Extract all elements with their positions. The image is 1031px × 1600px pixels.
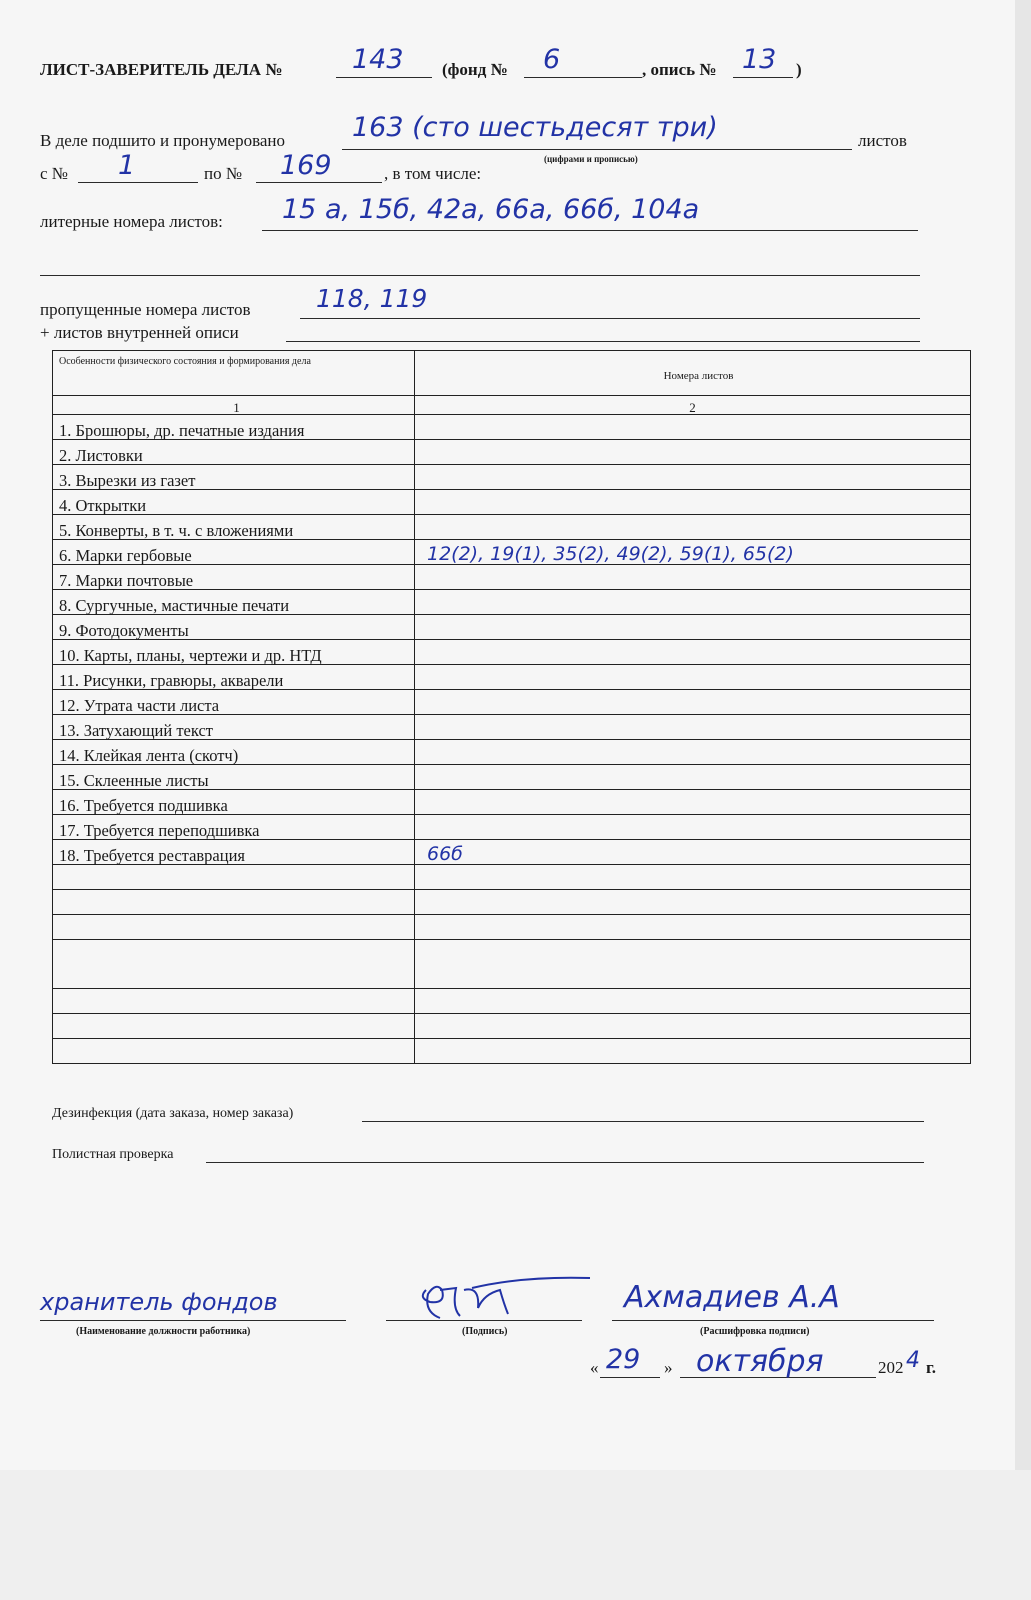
- row-label: 6. Марки гербовые: [53, 540, 415, 565]
- table-row: [53, 590, 971, 615]
- fond-number-value: 6: [543, 44, 561, 75]
- count-label: В деле подшито и пронумеровано: [40, 131, 286, 150]
- year-prefix: 202: [878, 1358, 904, 1377]
- year-suffix: 4: [906, 1348, 920, 1373]
- paper-edge: [1015, 0, 1031, 1470]
- letter-sheets-line: [262, 230, 918, 231]
- row-value: [415, 790, 971, 815]
- row-label: 3. Вырезки из газет: [53, 465, 415, 490]
- count-hint: (цифрами и прописью): [544, 154, 638, 164]
- missing-sheets-value: 118, 119: [316, 284, 428, 313]
- table-row: [53, 665, 971, 690]
- row-label: 12. Утрата части листа: [53, 690, 415, 715]
- table-empty-row: [53, 865, 971, 890]
- count-value: 163 (сто шестьдесят три): [352, 112, 718, 143]
- table-row: [53, 765, 971, 790]
- table-empty-row: [53, 890, 971, 915]
- to-line: [256, 182, 382, 183]
- row-value: [415, 565, 971, 590]
- date-close-quote: »: [664, 1358, 673, 1377]
- fond-label: (фонд №: [442, 60, 508, 79]
- table-row: [53, 515, 971, 540]
- row-value: [415, 665, 971, 690]
- table-row: [53, 740, 971, 765]
- name-hint: (Расшифровка подписи): [700, 1326, 810, 1337]
- opis-number-value: 13: [742, 44, 777, 75]
- month-value: октября: [696, 1344, 824, 1379]
- inner-inventory-label: + листов внутренней описи: [40, 323, 239, 342]
- row-label: 8. Сургучные, мастичные печати: [53, 590, 415, 615]
- inner-inventory-line: [286, 341, 920, 342]
- name-value: Ахмадиев А.А: [624, 1280, 840, 1315]
- row-label: 15. Склеенные листы: [53, 765, 415, 790]
- table-row: [53, 690, 971, 715]
- sign-line: [386, 1320, 582, 1321]
- table-row: [53, 790, 971, 815]
- from-line: [78, 182, 198, 183]
- missing-sheets-label: пропущенные номера листов: [40, 300, 251, 319]
- case-number-line: [336, 77, 432, 78]
- col1-header: Особенности физического состояния и формирования дела: [53, 351, 415, 396]
- row-label: 13. Затухающий текст: [53, 715, 415, 740]
- disinfection-line: [362, 1121, 924, 1122]
- row-label: 1. Брошюры, др. печатные издания: [53, 415, 415, 440]
- opis-number-line: [733, 77, 793, 78]
- table-row: [53, 565, 971, 590]
- sheet-check-line: [206, 1162, 924, 1163]
- missing-sheets-line: [300, 318, 920, 319]
- background-surface: [0, 1470, 1031, 1600]
- letter-sheets-value: 15 а, 15б, 42а, 66а, 66б, 104а: [282, 194, 700, 225]
- row-label: 9. Фотодокументы: [53, 615, 415, 640]
- row-label: 11. Рисунки, гравюры, акварели: [53, 665, 415, 690]
- to-label: по №: [204, 164, 243, 183]
- row-value: [415, 490, 971, 515]
- row-label: 18. Требуется реставрация: [53, 840, 415, 865]
- header-close-paren: ): [796, 60, 802, 79]
- col2-number: 2: [415, 396, 971, 415]
- row-label: 4. Открытки: [53, 490, 415, 515]
- year-tail: г.: [926, 1358, 937, 1377]
- row-value: [415, 440, 971, 465]
- day-line: [600, 1377, 660, 1378]
- row-value: [415, 765, 971, 790]
- sign-hint: (Подпись): [462, 1326, 508, 1337]
- name-line: [612, 1320, 934, 1321]
- table-empty-row: [53, 1039, 971, 1064]
- opis-label: , опись №: [642, 60, 717, 79]
- table-empty-row: [53, 1014, 971, 1039]
- table-number-row: [53, 396, 971, 415]
- table-empty-row: [53, 940, 971, 989]
- position-line: [40, 1320, 346, 1321]
- row-value: 12(2), 19(1), 35(2), 49(2), 59(1), 65(2): [415, 540, 971, 565]
- table-row: [53, 440, 971, 465]
- table-header-row: [53, 351, 971, 396]
- from-value: 1: [118, 150, 136, 181]
- row-value: [415, 615, 971, 640]
- including-label: , в том числе:: [384, 164, 482, 183]
- sheet-check-label: Полистная проверка: [52, 1147, 174, 1162]
- letter-sheets-line-2: [40, 275, 920, 276]
- row-value: [415, 415, 971, 440]
- row-label: 17. Требуется переподшивка: [53, 815, 415, 840]
- row-label: 2. Листовки: [53, 440, 415, 465]
- to-value: 169: [280, 150, 332, 181]
- handwritten-signature: [412, 1268, 592, 1332]
- row-value: [415, 740, 971, 765]
- row-label: 16. Требуется подшивка: [53, 790, 415, 815]
- day-value: 29: [606, 1344, 641, 1375]
- count-line: [342, 149, 852, 150]
- row-value: [415, 640, 971, 665]
- form-title: ЛИСТ-ЗАВЕРИТЕЛЬ ДЕЛА №: [40, 60, 283, 79]
- row-label: 14. Клейкая лента (скотч): [53, 740, 415, 765]
- count-unit: листов: [858, 131, 907, 150]
- col2-header: Номера листов: [415, 351, 971, 396]
- table-row: [53, 465, 971, 490]
- table-row: [53, 490, 971, 515]
- table-row: [53, 715, 971, 740]
- table-empty-row: [53, 915, 971, 940]
- row-value: [415, 715, 971, 740]
- physical-state-table: [52, 350, 971, 1064]
- row-value: [415, 465, 971, 490]
- row-value: 66б: [415, 840, 971, 865]
- date-open-quote: «: [590, 1358, 599, 1377]
- table-row: [53, 415, 971, 440]
- row-value: [415, 515, 971, 540]
- letter-sheets-label: литерные номера листов:: [40, 212, 223, 231]
- table-row: [53, 615, 971, 640]
- table-empty-row: [53, 989, 971, 1014]
- row-label: 10. Карты, планы, чертежи и др. НТД: [53, 640, 415, 665]
- table-row: [53, 640, 971, 665]
- table-row: [53, 540, 971, 565]
- table-row: [53, 840, 971, 865]
- disinfection-label: Дезинфекция (дата заказа, номер заказа): [52, 1106, 294, 1121]
- from-label: с №: [40, 164, 69, 183]
- table-row: [53, 815, 971, 840]
- row-value: [415, 815, 971, 840]
- case-number-value: 143: [352, 44, 404, 75]
- fond-number-line: [524, 77, 642, 78]
- position-value: хранитель фондов: [40, 1288, 278, 1316]
- row-value: [415, 590, 971, 615]
- col1-number: 1: [53, 396, 415, 415]
- row-value: [415, 690, 971, 715]
- row-label: 7. Марки почтовые: [53, 565, 415, 590]
- row-label: 5. Конверты, в т. ч. с вложениями: [53, 515, 415, 540]
- position-hint: (Наименование должности работника): [76, 1326, 251, 1337]
